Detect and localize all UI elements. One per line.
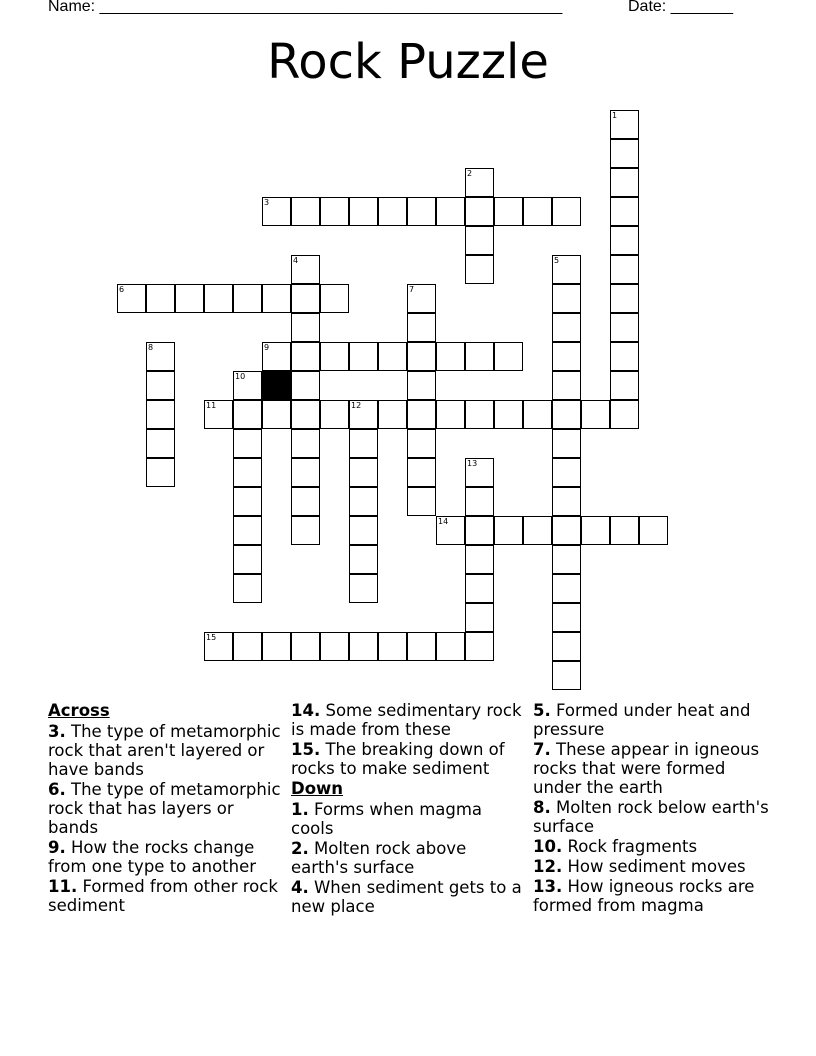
crossword-cell[interactable]	[494, 197, 523, 226]
clue-text: Rock fragments	[562, 837, 698, 856]
crossword-cell[interactable]	[552, 400, 581, 429]
crossword-cell[interactable]	[465, 487, 494, 516]
crossword-cell[interactable]	[378, 632, 407, 661]
crossword-cell[interactable]	[581, 400, 610, 429]
crossword-cell[interactable]	[552, 313, 581, 342]
crossword-cell[interactable]	[407, 342, 436, 371]
clue-item	[48, 722, 284, 779]
crossword-cell[interactable]	[552, 603, 581, 632]
crossword-cell[interactable]	[494, 400, 523, 429]
clue-text: Molten rock above earth's surface	[291, 839, 467, 877]
crossword-cell[interactable]	[262, 400, 291, 429]
crossword-cell[interactable]	[552, 632, 581, 661]
clue-number: 13	[467, 459, 478, 468]
crossword-cell[interactable]	[465, 400, 494, 429]
clue-number: 14	[438, 517, 449, 526]
clues-column-1	[48, 701, 284, 916]
crossword-cell[interactable]	[407, 313, 436, 342]
crossword-cell[interactable]	[233, 487, 262, 516]
crossword-cell[interactable]	[465, 603, 494, 632]
crossword-cell[interactable]	[465, 458, 494, 487]
crossword-cell[interactable]	[378, 400, 407, 429]
crossword-cell[interactable]	[349, 545, 378, 574]
crossword-cell[interactable]	[610, 313, 639, 342]
crossword-cell[interactable]	[465, 342, 494, 371]
crossword-cell[interactable]	[204, 632, 233, 661]
clue-number: 8	[148, 343, 154, 352]
crossword-cell[interactable]	[610, 284, 639, 313]
crossword-cell[interactable]	[436, 197, 465, 226]
crossword-cell[interactable]	[552, 255, 581, 284]
crossword-cell[interactable]	[610, 226, 639, 255]
crossword-cell[interactable]	[581, 516, 610, 545]
crossword-cell[interactable]	[146, 284, 175, 313]
clue-item	[533, 701, 769, 739]
crossword-cell[interactable]	[407, 487, 436, 516]
clue-number: 10	[235, 372, 246, 381]
crossword-cell[interactable]	[436, 632, 465, 661]
crossword-cell[interactable]	[436, 516, 465, 545]
clue-number: 12	[351, 401, 362, 410]
clue-number-label: 14.	[291, 701, 321, 720]
crossword-cell[interactable]	[291, 197, 320, 226]
crossword-cell[interactable]	[407, 284, 436, 313]
crossword-cell[interactable]	[291, 632, 320, 661]
crossword-cell[interactable]	[146, 342, 175, 371]
page-title: Rock Puzzle	[267, 34, 549, 90]
crossword-cell[interactable]	[291, 255, 320, 284]
crossword-cell[interactable]	[320, 632, 349, 661]
clue-number-label: 7.	[533, 740, 551, 759]
crossword-cell[interactable]	[494, 342, 523, 371]
crossword-cell[interactable]	[233, 458, 262, 487]
clue-text: Formed from other rock sediment	[48, 877, 278, 915]
crossword-cell[interactable]	[146, 429, 175, 458]
clue-number-label: 9.	[48, 838, 66, 857]
crossword-cell[interactable]	[465, 574, 494, 603]
clue-text: The type of metamorphic rock that aren't layered or have bands	[48, 722, 281, 779]
clue-text: The breaking down of rocks to make sediment	[291, 740, 505, 778]
crossword-cell[interactable]	[552, 574, 581, 603]
clue-number-label: 15.	[291, 740, 321, 759]
clue-number-label: 5.	[533, 701, 551, 720]
clue-item	[48, 838, 284, 876]
crossword-cell[interactable]	[262, 342, 291, 371]
crossword-cell[interactable]	[610, 139, 639, 168]
crossword-cell[interactable]	[610, 110, 639, 139]
name-field-label: Name: ____________________________________________________	[48, 0, 563, 15]
clue-number: 11	[206, 401, 217, 410]
crossword-cell[interactable]	[523, 516, 552, 545]
clue-item	[48, 780, 284, 837]
crossword-cell[interactable]	[610, 168, 639, 197]
clue-number: 2	[467, 169, 473, 178]
clue-section-heading: Down	[291, 779, 344, 798]
crossword-cell[interactable]	[407, 371, 436, 400]
clue-number: 4	[293, 256, 299, 265]
crossword-cell[interactable]	[552, 545, 581, 574]
clue-number-label: 13.	[533, 877, 563, 896]
crossword-cell[interactable]	[146, 400, 175, 429]
crossword-cell[interactable]	[291, 284, 320, 313]
clue-item	[533, 798, 769, 836]
crossword-cell[interactable]	[552, 458, 581, 487]
clue-text: Forms when magma cools	[291, 800, 483, 838]
crossword-cell[interactable]	[233, 545, 262, 574]
crossword-cell[interactable]	[465, 197, 494, 226]
crossword-cell[interactable]	[407, 400, 436, 429]
crossword-cell[interactable]	[465, 255, 494, 284]
crossword-cell[interactable]	[291, 429, 320, 458]
crossword-cell[interactable]	[262, 632, 291, 661]
crossword-cell[interactable]	[552, 284, 581, 313]
crossword-cell[interactable]	[233, 371, 262, 400]
crossword-cell[interactable]	[349, 342, 378, 371]
crossword-cell[interactable]	[291, 487, 320, 516]
crossword-cell[interactable]	[233, 632, 262, 661]
crossword-cell[interactable]	[233, 516, 262, 545]
crossword-cell[interactable]	[610, 342, 639, 371]
clue-number: 15	[206, 633, 217, 642]
crossword-cell[interactable]	[552, 516, 581, 545]
crossword-cell[interactable]	[204, 284, 233, 313]
crossword-cell[interactable]	[610, 371, 639, 400]
crossword-cell[interactable]	[349, 574, 378, 603]
crossword-cell[interactable]	[407, 458, 436, 487]
clue-item	[291, 701, 527, 739]
clue-number: 1	[612, 111, 618, 120]
crossword-cell[interactable]	[117, 284, 146, 313]
crossword-cell[interactable]	[262, 284, 291, 313]
black-cell	[262, 371, 291, 400]
clue-text: How the rocks change from one type to another	[48, 838, 257, 876]
crossword-cell[interactable]	[146, 371, 175, 400]
crossword-cell[interactable]	[349, 197, 378, 226]
clue-number: 3	[264, 198, 270, 207]
clue-item	[291, 839, 527, 877]
crossword-cell[interactable]	[233, 574, 262, 603]
crossword-cell[interactable]	[349, 632, 378, 661]
crossword-cell[interactable]	[291, 400, 320, 429]
crossword-cell[interactable]	[349, 429, 378, 458]
clue-text: Formed under heat and pressure	[533, 701, 751, 739]
clue-text: How sediment moves	[562, 857, 746, 876]
clue-number-label: 8.	[533, 798, 551, 817]
clue-text: The type of metamorphic rock that has layers or bands	[48, 780, 281, 837]
clue-text: How igneous rocks are formed from magma	[533, 877, 755, 915]
crossword-cell[interactable]	[320, 342, 349, 371]
crossword-cell[interactable]	[349, 400, 378, 429]
date-field-label: Date: _______	[628, 0, 733, 15]
crossword-cell[interactable]	[291, 516, 320, 545]
crossword-cell[interactable]	[320, 284, 349, 313]
crossword-cell[interactable]	[146, 458, 175, 487]
clue-item	[291, 800, 527, 838]
clue-item	[533, 857, 769, 876]
crossword-cell[interactable]	[407, 632, 436, 661]
crossword-cell[interactable]	[639, 516, 668, 545]
clue-item	[533, 837, 769, 856]
crossword-cell[interactable]	[465, 545, 494, 574]
crossword-cell[interactable]	[436, 342, 465, 371]
crossword-cell[interactable]	[552, 487, 581, 516]
crossword-cell[interactable]	[320, 400, 349, 429]
clue-number-label: 4.	[291, 878, 309, 897]
crossword-cell[interactable]	[291, 371, 320, 400]
crossword-cell[interactable]	[465, 168, 494, 197]
crossword-cell[interactable]	[552, 661, 581, 690]
clue-text: When sediment gets to a new place	[291, 878, 522, 916]
crossword-cell[interactable]	[204, 400, 233, 429]
clue-number-label: 3.	[48, 722, 66, 741]
crossword-cell[interactable]	[291, 342, 320, 371]
crossword-cell[interactable]	[349, 458, 378, 487]
crossword-cell[interactable]	[610, 516, 639, 545]
crossword-cell[interactable]	[378, 197, 407, 226]
crossword-cell[interactable]	[407, 197, 436, 226]
crossword-cell[interactable]	[465, 226, 494, 255]
clues-column-3	[533, 701, 769, 916]
crossword-cell[interactable]	[262, 197, 291, 226]
clue-number: 9	[264, 343, 270, 352]
clue-text: Some sedimentary rock is made from these	[291, 701, 522, 739]
crossword-cell[interactable]	[523, 197, 552, 226]
crossword-cell[interactable]	[407, 429, 436, 458]
clue-section-heading: Across	[48, 701, 110, 720]
clues-column-2	[291, 701, 527, 917]
crossword-cell[interactable]	[349, 516, 378, 545]
clue-text: These appear in igneous rocks that were formed under the earth	[533, 740, 760, 797]
clue-number: 6	[119, 285, 125, 294]
crossword-cell[interactable]	[436, 400, 465, 429]
crossword-cell[interactable]	[175, 284, 204, 313]
clue-number: 7	[409, 285, 415, 294]
clue-number-label: 2.	[291, 839, 309, 858]
crossword-cell[interactable]	[233, 284, 262, 313]
crossword-cell[interactable]	[378, 342, 407, 371]
crossword-cell[interactable]	[552, 371, 581, 400]
clue-number: 5	[554, 256, 560, 265]
crossword-cell[interactable]	[610, 197, 639, 226]
clue-item	[48, 877, 284, 915]
clue-item	[533, 740, 769, 797]
clue-item	[533, 877, 769, 915]
crossword-cell[interactable]	[233, 429, 262, 458]
clue-number-label: 11.	[48, 877, 78, 896]
clue-number-label: 1.	[291, 800, 309, 819]
clue-text: Molten rock below earth's surface	[533, 798, 769, 836]
crossword-cell[interactable]	[552, 197, 581, 226]
crossword-cell[interactable]	[291, 458, 320, 487]
crossword-cell[interactable]	[552, 342, 581, 371]
clue-number-label: 12.	[533, 857, 563, 876]
clue-item	[291, 878, 527, 916]
crossword-cell[interactable]	[465, 516, 494, 545]
crossword-cell[interactable]	[552, 429, 581, 458]
crossword-cell[interactable]	[349, 487, 378, 516]
crossword-cell[interactable]	[523, 400, 552, 429]
clue-number-label: 10.	[533, 837, 563, 856]
clue-item	[291, 740, 527, 778]
crossword-cell[interactable]	[465, 632, 494, 661]
crossword-cell[interactable]	[610, 400, 639, 429]
crossword-cell[interactable]	[291, 313, 320, 342]
clue-number-label: 6.	[48, 780, 66, 799]
crossword-cell[interactable]	[610, 255, 639, 284]
crossword-cell[interactable]	[233, 400, 262, 429]
crossword-cell[interactable]	[320, 197, 349, 226]
crossword-cell[interactable]	[494, 516, 523, 545]
